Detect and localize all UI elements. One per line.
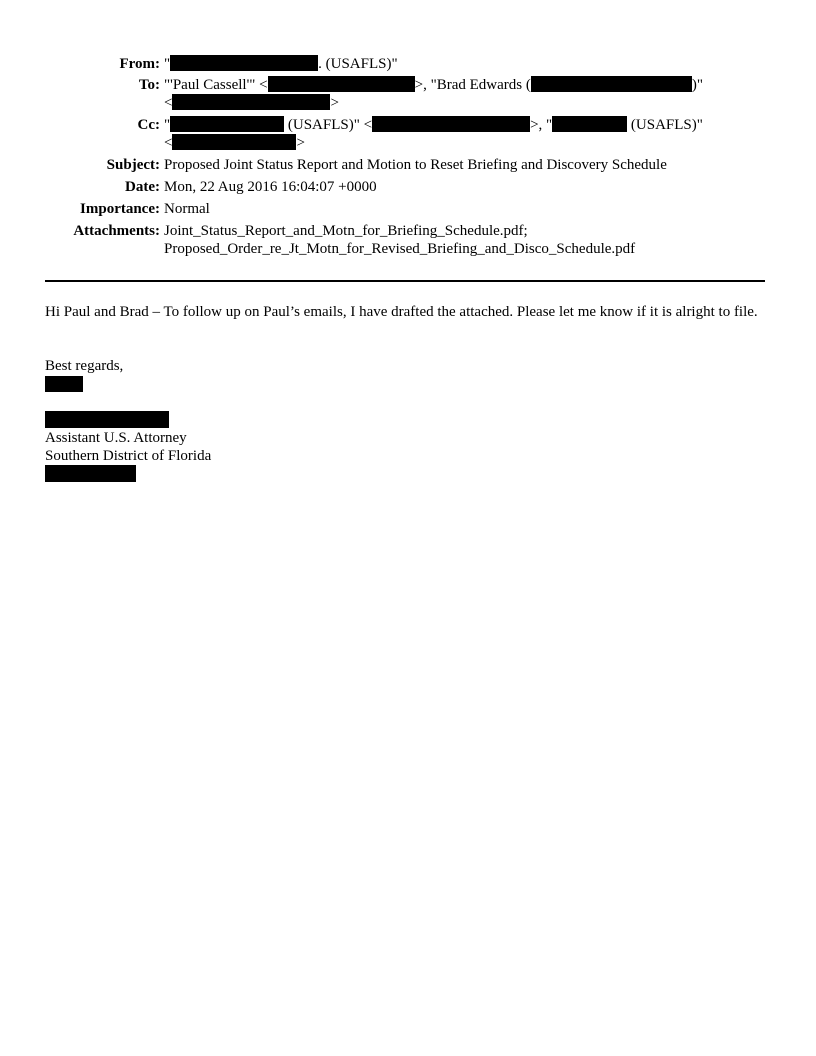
- from-suffix: . (USAFLS)": [318, 56, 398, 72]
- subject-label: Subject:: [106, 157, 160, 173]
- from-label: From:: [119, 56, 160, 72]
- to-line2-open: <: [164, 95, 173, 111]
- header-divider: [45, 280, 765, 282]
- redaction-cc-email-2: [172, 134, 296, 150]
- date-value: Mon, 22 Aug 2016 16:04:07 +0000: [164, 179, 377, 195]
- to-line2-close: >: [330, 95, 339, 111]
- redaction-cc-email-1: [372, 116, 530, 132]
- to-part-1: "'Paul Cassell'" <: [164, 77, 268, 93]
- redaction-cc-name-1: [170, 116, 284, 132]
- redaction-cc-name-2: [552, 116, 627, 132]
- redaction-sender-full-name: [45, 411, 169, 428]
- attachments-label: Attachments:: [73, 223, 160, 239]
- cc-line2-open: <: [164, 135, 173, 151]
- redaction-sender-first-name: [45, 376, 83, 392]
- cc-label: Cc:: [137, 117, 160, 133]
- attachment-2[interactable]: Proposed_Order_re_Jt_Motn_for_Revised_Briefing_and_Disco_Schedule.pdf: [164, 241, 636, 257]
- to-part-3: )": [691, 77, 703, 93]
- to-value-line-2: [164, 94, 339, 112]
- subject-value: Proposed Joint Status Report and Motion to Reset Briefing and Discovery Schedule: [164, 157, 667, 173]
- closing-line: Best regards,: [45, 358, 124, 374]
- message-paragraph: Hi Paul and Brad – To follow up on Paul’s emails, I have drafted the attached. Please let me know if it is alright to file.: [45, 304, 758, 320]
- cc-part-1: (USAFLS)" <: [284, 117, 373, 133]
- importance-label: Importance:: [80, 201, 160, 217]
- cc-line2-close: >: [296, 135, 305, 151]
- cc-value-line-2: [164, 134, 305, 152]
- cc-part-3: (USAFLS)": [627, 117, 703, 133]
- cc-value: [164, 116, 703, 134]
- redaction-from-name: [170, 55, 318, 71]
- to-label: To:: [138, 77, 160, 93]
- redaction-signature-contact: [45, 465, 136, 482]
- redaction-to-email-2: [531, 76, 692, 92]
- signature-office: Southern District of Florida: [45, 448, 212, 464]
- to-part-2: >, "Brad Edwards (: [414, 77, 531, 93]
- from-open-quote: ": [164, 56, 171, 72]
- from-value: [164, 55, 398, 73]
- redaction-to-email-3: [172, 94, 330, 110]
- redaction-to-email-1: [268, 76, 415, 92]
- cc-part-2: >, ": [530, 117, 553, 133]
- attachment-1[interactable]: Joint_Status_Report_and_Motn_for_Briefing_Schedule.pdf;: [164, 223, 528, 239]
- date-label: Date:: [125, 179, 160, 195]
- to-value: [164, 76, 703, 94]
- signature-title: Assistant U.S. Attorney: [45, 430, 187, 446]
- cc-open-quote: ": [164, 117, 171, 133]
- importance-value: Normal: [164, 201, 210, 217]
